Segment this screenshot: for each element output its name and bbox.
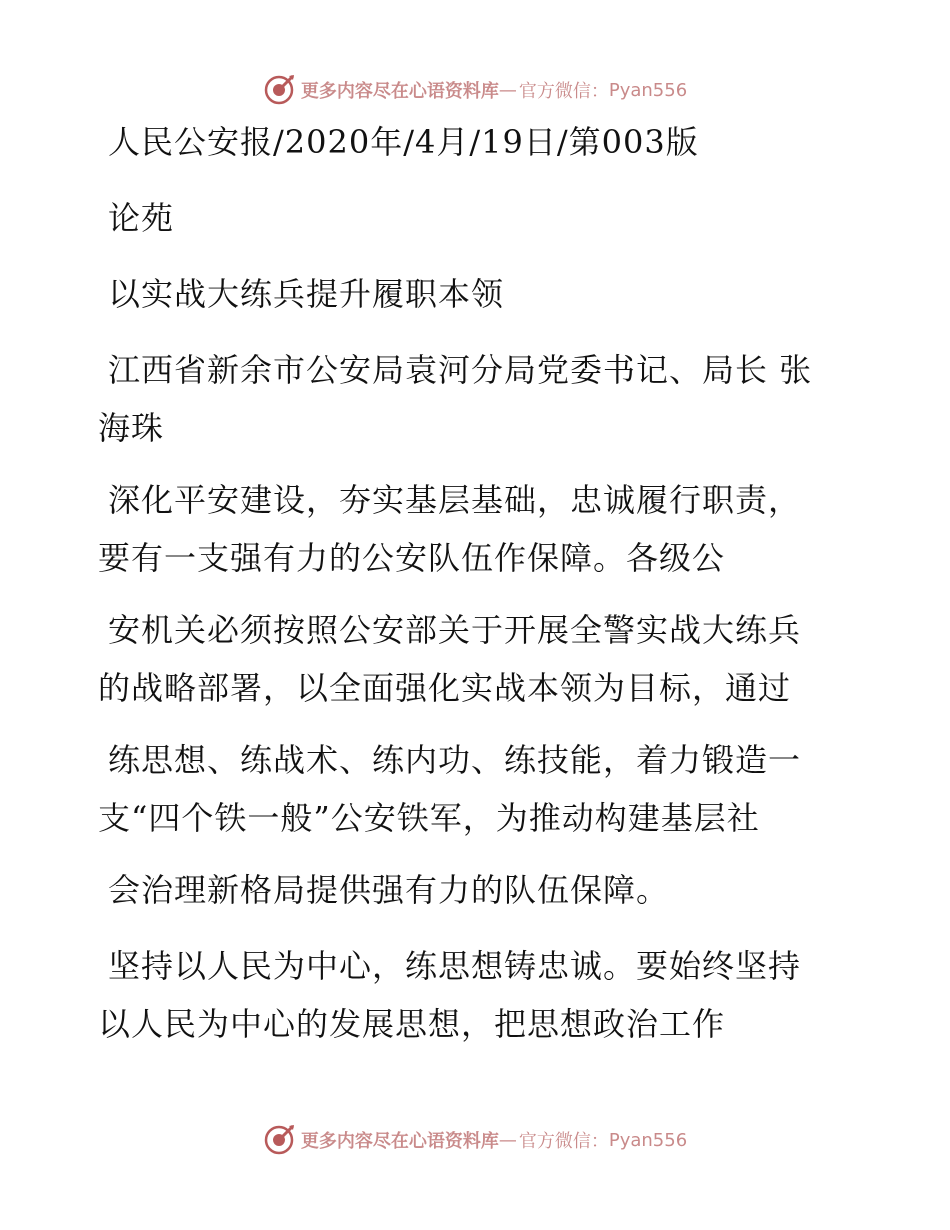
watermark-text: 更多内容尽在心语资料库 xyxy=(300,81,499,102)
author-line-1: 江西省新余市公安局袁河分局党委书记、局长 张 xyxy=(108,351,813,389)
header-watermark xyxy=(0,70,950,110)
watermark-account: Pyan556 xyxy=(608,1129,688,1151)
publication-line: 人民公安报/2020年/4月/19日/第003版 xyxy=(108,123,699,161)
paragraph-line: 深化平安建设，夯实基层基础，忠诚履行职责， xyxy=(108,481,802,519)
watermark-text: 更多内容尽在心语资料库 xyxy=(300,1131,499,1152)
watermark-separator: — xyxy=(498,1129,517,1151)
pen-logo-icon xyxy=(263,1124,295,1156)
article-title: 以实战大练兵提升履职本领 xyxy=(108,275,505,313)
paragraph-line: 练思想、练战术、练内功、练技能，着力锻造一 xyxy=(108,741,802,779)
section-title: 论苑 xyxy=(108,199,175,237)
watermark-account: Pyan556 xyxy=(608,79,688,101)
paragraph-line: 要有一支强有力的公安队伍作保障。各级公 xyxy=(98,539,726,577)
author-line-2: 海珠 xyxy=(98,409,165,447)
paragraph-line: 支“四个铁一般”公安铁军，为推动构建基层社 xyxy=(98,799,760,837)
pen-logo-icon xyxy=(263,74,295,106)
paragraph-line: 以人民为中心的发展思想，把思想政治工作 xyxy=(98,1005,726,1043)
footer-watermark xyxy=(0,1120,950,1160)
watermark-official-label: 官方微信： xyxy=(518,81,609,102)
paragraph-line: 会治理新格局提供强有力的队伍保障。 xyxy=(108,871,670,909)
paragraph-line: 的战略部署，以全面强化实战本领为目标，通过 xyxy=(98,669,792,707)
watermark-separator: — xyxy=(498,79,517,101)
paragraph-line: 安机关必须按照公安部关于开展全警实战大练兵 xyxy=(108,611,802,649)
watermark-official-label: 官方微信： xyxy=(518,1131,609,1152)
paragraph-line: 坚持以人民为中心，练思想铸忠诚。要始终坚持 xyxy=(108,947,802,985)
